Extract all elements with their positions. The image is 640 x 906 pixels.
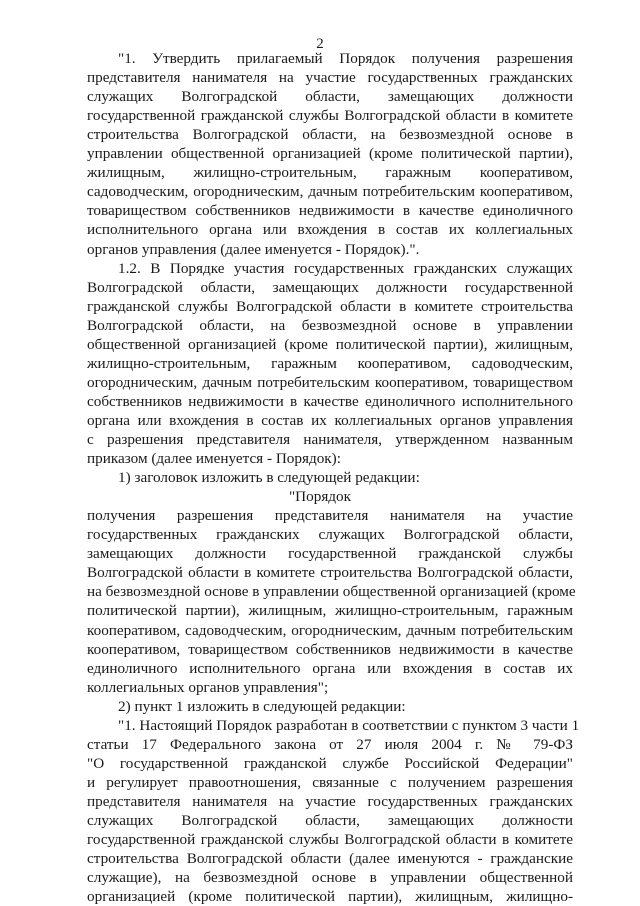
text-line: на безвозмездной основе в управлении общественной организацией (кроме: [87, 583, 576, 600]
text-line: 1) заголовок изложить в следующей редакции:: [118, 469, 420, 486]
text-line: получения разрешения представителя нанимателя на участие: [87, 507, 573, 524]
text-line: кооперативом, товариществом собственников недвижимости в качестве: [87, 641, 573, 658]
text-line: "1. Утвердить прилагаемый Порядок получения разрешения: [118, 50, 573, 67]
text-line: политической партии), жилищным, жилищно-строительным, гаражным: [87, 602, 573, 619]
text-line: единоличного исполнительного органа или вхождения в состав их: [87, 660, 573, 677]
text-line: Волгоградской области в комитете строительства Волгоградской области,: [87, 564, 573, 581]
text-line: коллегиальных органов управления";: [87, 679, 329, 696]
text-line: 2) пункт 1 изложить в следующей редакции:: [118, 698, 406, 715]
text-line: "О государственной гражданской службе Российской Федерации": [87, 755, 573, 772]
text-line: садоводческим, огородническим, дачным потребительским кооперативом,: [87, 183, 573, 200]
text-line: статьи 17 Федерального закона от 27 июля 2004 г. № 79-ФЗ: [87, 736, 573, 753]
text-line: организацией (кроме политической партии), жилищным, жилищно-: [87, 888, 573, 905]
text-line: Волгоградской области, на безвозмездной основе в управлении: [87, 317, 573, 334]
text-line: Волгоградской области, замещающих должности государственной: [87, 279, 573, 296]
text-line: 1.2. В Порядке участия государственных гражданских служащих: [118, 260, 573, 277]
text-line: служащих Волгоградской области, замещающих должности: [87, 88, 573, 105]
text-line: жилищно-строительным, гаражным кооперативом, садоводческим,: [87, 355, 573, 372]
text-line: жилищным, жилищно-строительным, гаражным кооперативом,: [87, 164, 573, 181]
text-line: и регулирует правоотношения, связанные с получением разрешения: [87, 774, 573, 791]
text-line: "1. Настоящий Порядок разработан в соответствии с пунктом 3 части 1: [118, 717, 580, 734]
text-line: представителя нанимателя на участие государственных гражданских: [87, 69, 573, 86]
text-line: кооперативом, садоводческим, огородническим, дачным потребительским: [87, 622, 573, 639]
text-line: строительства Волгоградской области (далее именуются - гражданские: [87, 850, 573, 867]
text-line: приказом (далее именуется - Порядок):: [87, 450, 341, 467]
page-number: 2: [316, 36, 324, 52]
text-line: служащих Волгоградской области, замещающих должности: [87, 812, 573, 829]
text-line: гражданской службы Волгоградской области в комитете строительства: [87, 298, 573, 315]
text-line: государственных гражданских служащих Волгоградской области,: [87, 526, 573, 543]
text-line: управлении общественной организацией (кроме политической партии),: [87, 145, 573, 162]
text-line: представителя нанимателя на участие государственных гражданских: [87, 793, 573, 810]
text-line: государственной гражданской службы Волгоградской области в комитете: [87, 107, 573, 124]
text-line: собственников недвижимости в качестве единоличного исполнительного: [87, 393, 573, 410]
text-line: с разрешения представителя нанимателя, утвержденном названным: [87, 431, 573, 448]
text-line: служащие), на безвозмездной основе в управлении общественной: [87, 869, 573, 886]
text-line: "Порядок: [288, 488, 352, 505]
text-line: огородническим, дачным потребительским кооперативом, товариществом: [87, 374, 573, 391]
text-line: органов управления (далее именуется - Порядок).".: [87, 241, 420, 258]
text-line: строительства Волгоградской области, на безвозмездной основе в: [87, 126, 573, 143]
text-line: государственной гражданской службы Волгоградской области в комитете: [87, 831, 573, 848]
text-line: общественной организацией (кроме политической партии), жилищным,: [87, 336, 573, 353]
text-line: товариществом собственников недвижимости в качестве единоличного: [87, 202, 573, 219]
text-line: замещающих должности государственной гражданской службы: [87, 545, 573, 562]
text-line: органа или вхождения в состав их коллегиальных органов управления: [87, 412, 573, 429]
text-line: исполнительного органа или вхождения в состав их коллегиальных: [87, 221, 573, 238]
